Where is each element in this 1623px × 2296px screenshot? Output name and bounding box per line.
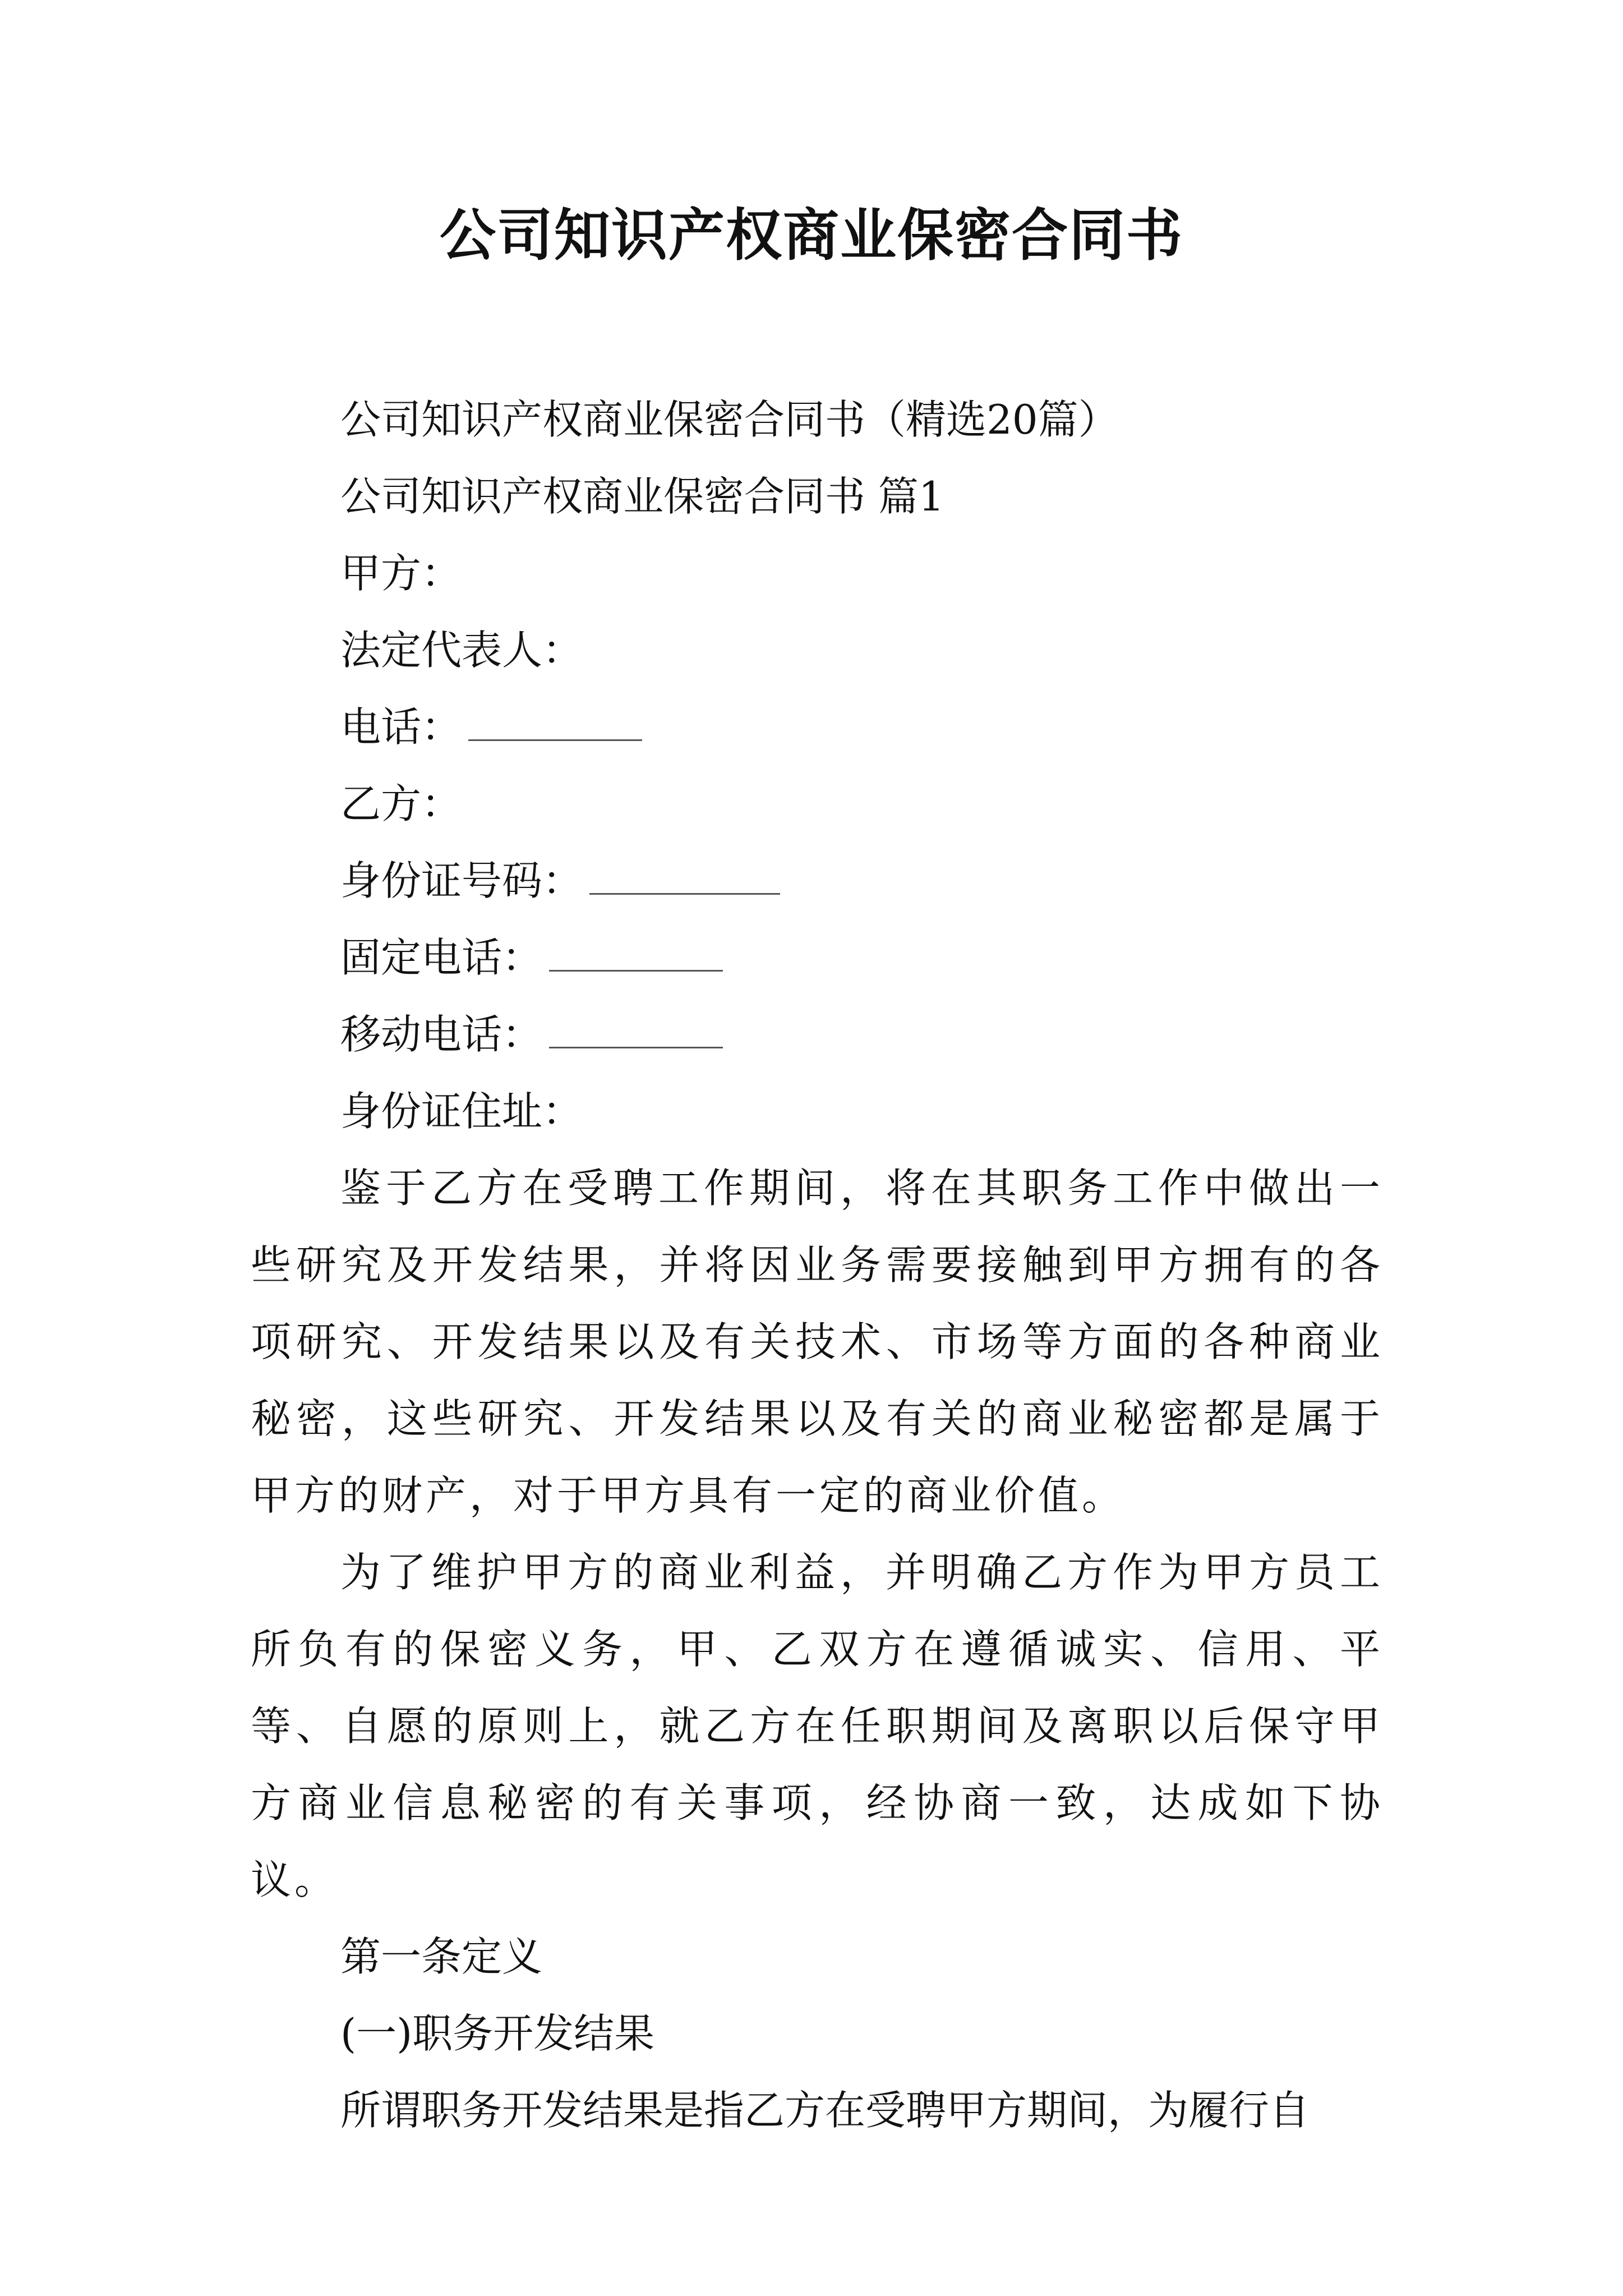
- clause-heading: (一)职务开发结果: [340, 2010, 655, 2057]
- clause-text: 所谓职务开发结果是指乙方在受聘甲方期间，为履行自: [340, 2087, 1310, 2134]
- body-paragraph: 为了维护甲方的商业利益，并明确乙方作为甲方员工所负有的保密义务，甲、乙双方在遵循诚实、信用、平等、自愿的原则上，就乙方在任职期间及离职以后保守甲方商业信息秘密的有关事项，经协商一致，达成如下协议。: [251, 1549, 1384, 1903]
- id-number-field: [251, 843, 1384, 919]
- landline-blank-line: [549, 953, 723, 972]
- id-number-blank-line: [589, 876, 780, 895]
- id-number-label: 身份证号码：: [340, 857, 583, 904]
- phone-label: 电话：: [340, 703, 462, 751]
- landline-field: [251, 919, 1384, 996]
- party-b-field: [251, 766, 1384, 843]
- mobile-label: 移动电话：: [340, 1011, 543, 1058]
- mobile-field: [251, 996, 1384, 1073]
- section-heading: 公司知识产权商业保密合同书 篇1: [340, 473, 944, 520]
- phone-blank-line: [468, 723, 642, 741]
- mobile-blank-line: [549, 1030, 723, 1048]
- id-address-label: 身份证住址：: [340, 1088, 583, 1135]
- legal-rep-label: 法定代表人：: [340, 627, 583, 674]
- article-heading: 第一条定义: [340, 1933, 543, 1980]
- party-b-label: 乙方：: [340, 780, 462, 827]
- id-address-field: [251, 1073, 1384, 1150]
- document-title: 公司知识产权商业保密合同书: [440, 203, 1183, 268]
- party-a-label: 甲方：: [340, 550, 462, 597]
- body-paragraph: 鉴于乙方在受聘工作期间，将在其职务工作中做出一些研究及开发结果，并将因业务需要接触到甲方拥有的各项研究、开发结果以及有关技术、市场等方面的各种商业秘密，这些研究、开发结果以及有关的商业秘密都是属于甲方的财产，对于甲方具有一定的商业价值。: [251, 1165, 1384, 1519]
- landline-label: 固定电话：: [340, 934, 543, 981]
- phone-field: [251, 689, 1384, 766]
- document-body: [251, 381, 1384, 2149]
- legal-rep-field: [251, 612, 1384, 689]
- document-subtitle: 公司知识产权商业保密合同书（精选20篇）: [340, 396, 1119, 443]
- party-a-field: [251, 535, 1384, 612]
